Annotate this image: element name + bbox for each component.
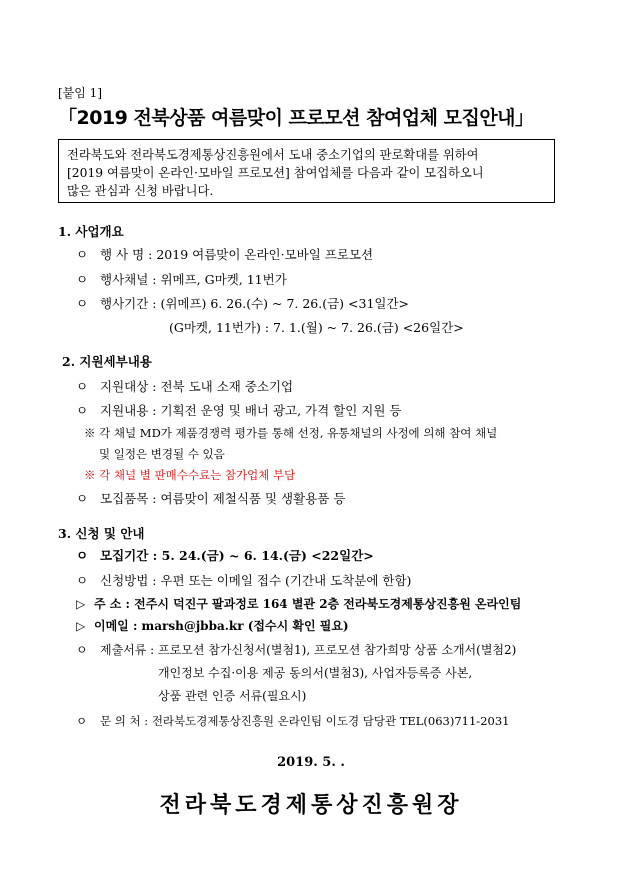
docs-line-1: 제출서류 : 프로모션 참가신청서(별첨1), 프로모션 참가희망 상품 소개서(별첨2) (100, 643, 517, 657)
event-name-row (76, 245, 373, 263)
bullet-icon: ㅇ (76, 714, 88, 728)
channels: 행사채널 : 위메프, G마켓, 11번가 (100, 272, 287, 287)
section2-heading: 2. 지원세부내용 (62, 354, 152, 369)
period-row (76, 294, 409, 312)
inquiry-row (76, 713, 509, 729)
period-line-1: 행사기간 : (위메프) 6. 26.(수) ~ 7. 26.(금) <31일간> (100, 296, 410, 311)
content-row (76, 401, 402, 419)
address-row (76, 595, 521, 612)
items-row (76, 489, 345, 507)
bullet-icon: ㅇ (76, 403, 89, 418)
section1-heading: 1. 사업개요 (58, 224, 124, 239)
recruit-items: 모집품목 : 여름맞이 제철식품 및 생활용품 등 (100, 491, 346, 506)
arrow-icon: ▷ (76, 619, 86, 633)
email-row (76, 617, 349, 634)
support-target: 지원대상 : 전북 도내 소재 중소기업 (100, 379, 294, 394)
intro-line: [2019 여름맞이 온라인·모바일 프로모션] 참여업체를 다음과 같이 모집하오니 (67, 166, 484, 180)
support-content: 지원내용 : 기획전 운영 및 배너 광고, 가격 할인 지원 등 (100, 403, 402, 418)
bullet-icon: ㅇ (76, 296, 89, 311)
docs-line-2: 개인정보 수집·이용 제공 동의서(별첨3), 사업자등록증 사본, (158, 666, 473, 680)
address: 주 소 : 전주시 덕진구 팔과정로 164 별관 2층 전라북도경제통상진흥원 온라인팀 (94, 597, 522, 611)
bullet-icon: ㅇ (76, 643, 88, 657)
bullet-icon: ㅇ (76, 573, 89, 588)
intro-line: 많은 관심과 신청 바랍니다. (67, 184, 214, 198)
note-md-selection: ※ 각 채널 MD가 제품경쟁력 평가를 통해 선정, 유통채널의 사정에 의해 참여 채널 (84, 426, 498, 440)
channels-row (76, 270, 287, 288)
bullet-icon: ㅇ (76, 272, 89, 287)
method-row (76, 571, 411, 589)
recruit-period-row (76, 546, 374, 564)
event-name: 행 사 명 : 2019 여름맞이 온라인·모바일 프로모션 (100, 247, 374, 262)
period-line-2: (G마켓, 11번가) : 7. 1.(월) ~ 7. 26.(금) <26일간> (169, 320, 464, 335)
document-title: 「2019 전북상품 여름맞이 프로모션 참여업체 모집안내」 (58, 107, 534, 129)
intro-line: 전라북도와 전라북도경제통상진흥원에서 도내 중소기업의 판로확대를 위하여 (67, 148, 479, 162)
section3-heading: 3. 신청 및 안내 (58, 526, 145, 541)
recruit-period: 모집기간 : 5. 24.(금) ~ 6. 14.(금) <22일간> (100, 548, 374, 563)
docs-line-3: 상품 관련 인증 서류(필요시) (158, 689, 307, 703)
note-commission: ※ 각 채널 별 판매수수료는 참가업체 부담 (84, 468, 296, 482)
inquiry: 문 의 처 : 전라북도경제통상진흥원 온라인팀 이도경 담당관 TEL(063)711-2031 (100, 714, 510, 728)
target-row (76, 377, 293, 395)
bullet-icon: ㅇ (76, 247, 89, 262)
intro-box (58, 139, 555, 203)
issuer-name: 전라북도경제통상진흥원장 (159, 792, 463, 818)
docs-row (76, 641, 516, 658)
arrow-icon: ▷ (76, 597, 86, 611)
bullet-icon: ㅇ (76, 548, 89, 563)
bullet-icon: ㅇ (76, 379, 89, 394)
attachment-label: [붙임 1] (58, 86, 102, 100)
note-md-selection-cont: 및 일정은 변경될 수 있음 (99, 447, 225, 461)
bullet-icon: ㅇ (76, 491, 89, 506)
document-date: 2019. 5. . (277, 755, 345, 770)
apply-method: 신청방법 : 우편 또는 이메일 접수 (기간내 도착분에 한함) (100, 573, 412, 588)
email: 이메일 : marsh@jbba.kr (접수시 확인 필요) (94, 619, 349, 633)
